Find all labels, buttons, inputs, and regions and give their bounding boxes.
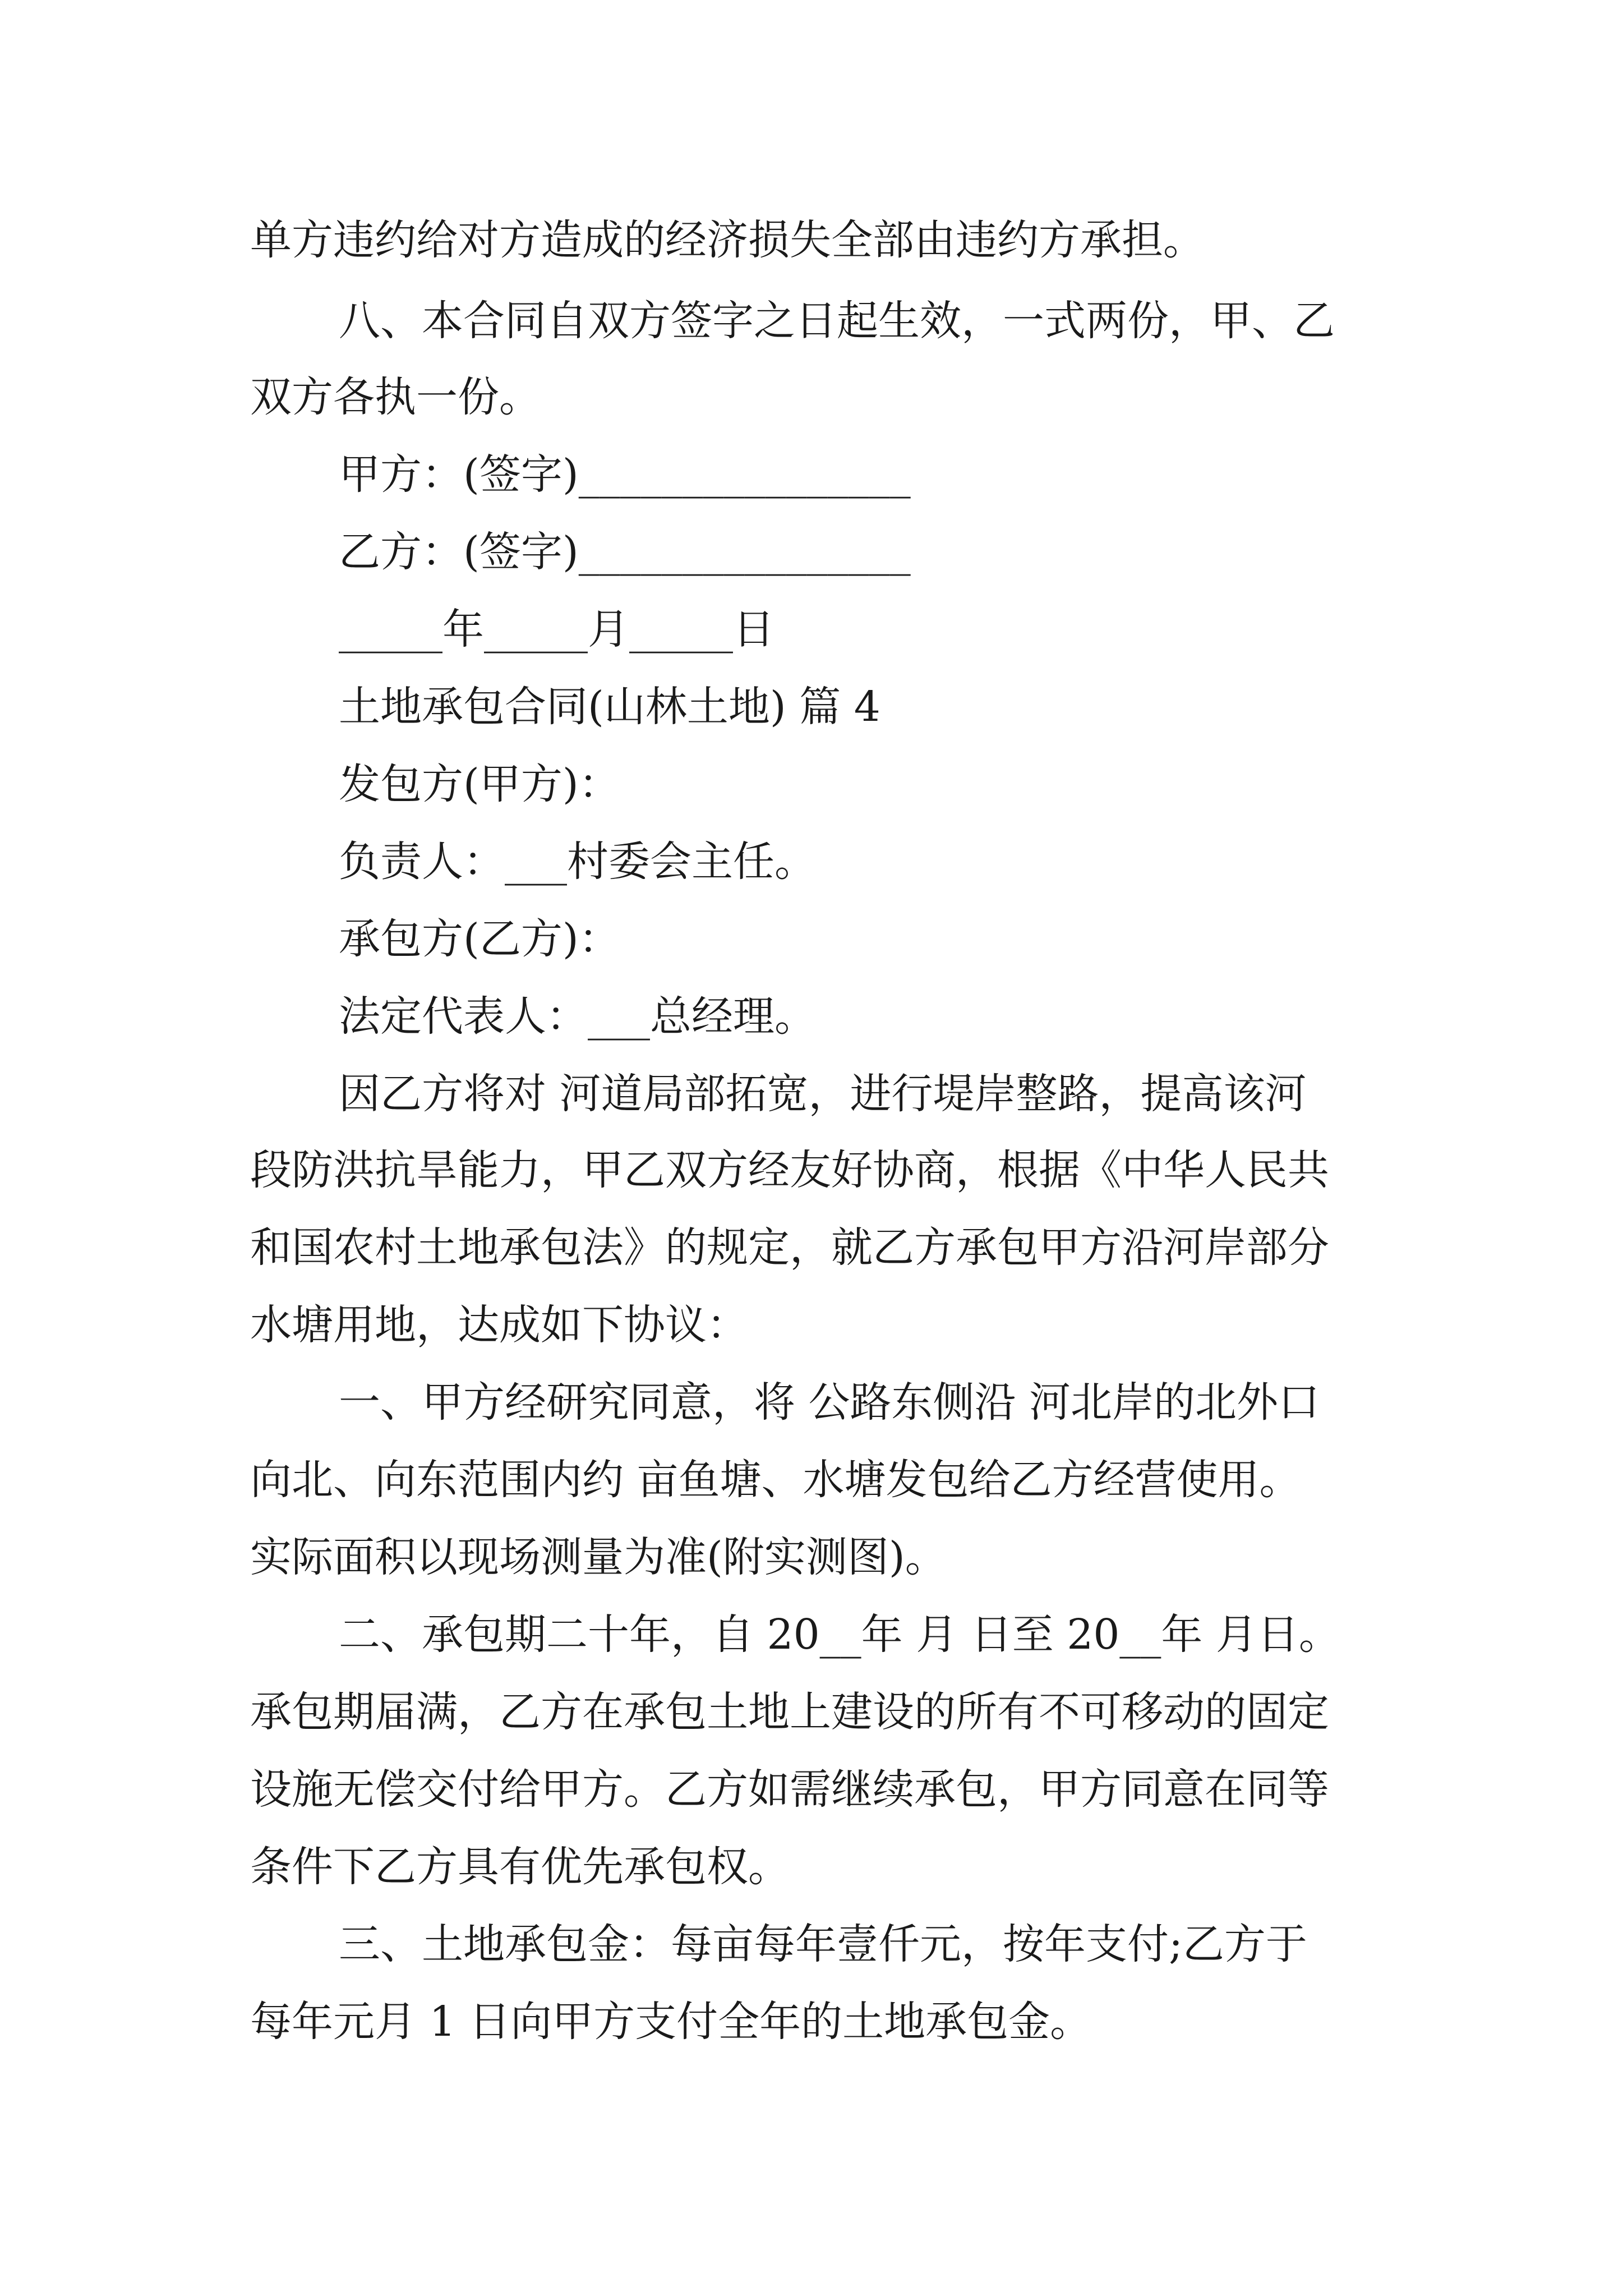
line-text: 实际面积以现场测量为准(附实测图)。: [250, 1533, 947, 1581]
text-line: [0, 1132, 1623, 1208]
line-text: 甲方：(签字)________________: [339, 450, 911, 499]
line-text: 水塘用地，达成如下协议：: [250, 1301, 748, 1349]
text-line: [0, 1906, 1623, 1982]
line-text: 每年元月 1 日向甲方支付全年的土地承包金。: [250, 1998, 1092, 2046]
text-line: [0, 823, 1623, 900]
text-line: [0, 283, 1623, 359]
text-line: [0, 1364, 1623, 1441]
line-text: 发包方(甲方)：: [339, 760, 620, 808]
section-title: [0, 669, 1623, 745]
text-line: [0, 359, 1623, 435]
text-line: [0, 1209, 1623, 1286]
text-line: [0, 901, 1623, 977]
text-line: [0, 1984, 1623, 2060]
line-text: 二、承包期二十年，自 20__年 月 日至 20__年 月日。: [339, 1611, 1340, 1659]
text-line: [0, 1596, 1623, 1673]
line-text: 三、土地承包金：每亩每年壹仟元，按年支付;乙方于: [339, 1920, 1307, 1968]
line-text: 承包期届满，乙方在承包土地上建设的所有不可移动的固定: [250, 1688, 1329, 1736]
line-text: 单方违约给对方造成的经济损失全部由违约方承担。: [250, 216, 1205, 264]
line-text: 和国农村土地承包法》的规定，就乙方承包甲方沿河岸部分: [250, 1223, 1329, 1272]
text-line: [0, 978, 1623, 1055]
text-line: [0, 746, 1623, 822]
text-line: [0, 1751, 1623, 1828]
text-line: [0, 1829, 1623, 1905]
line-text: 条件下乙方具有优先承包权。: [250, 1843, 790, 1891]
text-line: [0, 1056, 1623, 1132]
line-text: 设施无偿交付给甲方。乙方如需继续承包，甲方同意在同等: [250, 1765, 1329, 1814]
line-text: 土地承包合同(山林土地) 篇 4: [339, 683, 880, 731]
line-text: 向北、向东范围内约 亩鱼塘、水塘发包给乙方经营使用。: [250, 1456, 1301, 1504]
line-text: 负责人：___村委会主任。: [339, 838, 816, 886]
line-text: 一、甲方经研究同意，将 公路东侧沿 河北岸的北外口: [339, 1378, 1320, 1427]
line-text: 双方各执一份。: [250, 373, 541, 421]
text-line: [0, 1442, 1623, 1518]
line-text: 法定代表人：___总经理。: [339, 992, 816, 1041]
line-text: 承包方(乙方)：: [339, 915, 620, 963]
text-line: [0, 1519, 1623, 1595]
line-text: _____年_____月_____日: [339, 605, 774, 654]
signature-line-party-b: [0, 514, 1623, 590]
line-text: 乙方：(签字)________________: [339, 528, 911, 576]
date-line: [0, 591, 1623, 668]
line-text: 段防洪抗旱能力，甲乙双方经友好协商，根据《中华人民共: [250, 1146, 1329, 1194]
text-line: [0, 1287, 1623, 1363]
line-text: 八、本合同自双方签字之日起生效，一式两份，甲、乙: [339, 297, 1335, 345]
text-line: [0, 1674, 1623, 1750]
signature-line-party-a: [0, 436, 1623, 513]
line-text: 因乙方将对 河道局部拓宽，进行堤岸整路，提高该河: [339, 1070, 1307, 1118]
text-line: [0, 202, 1623, 278]
